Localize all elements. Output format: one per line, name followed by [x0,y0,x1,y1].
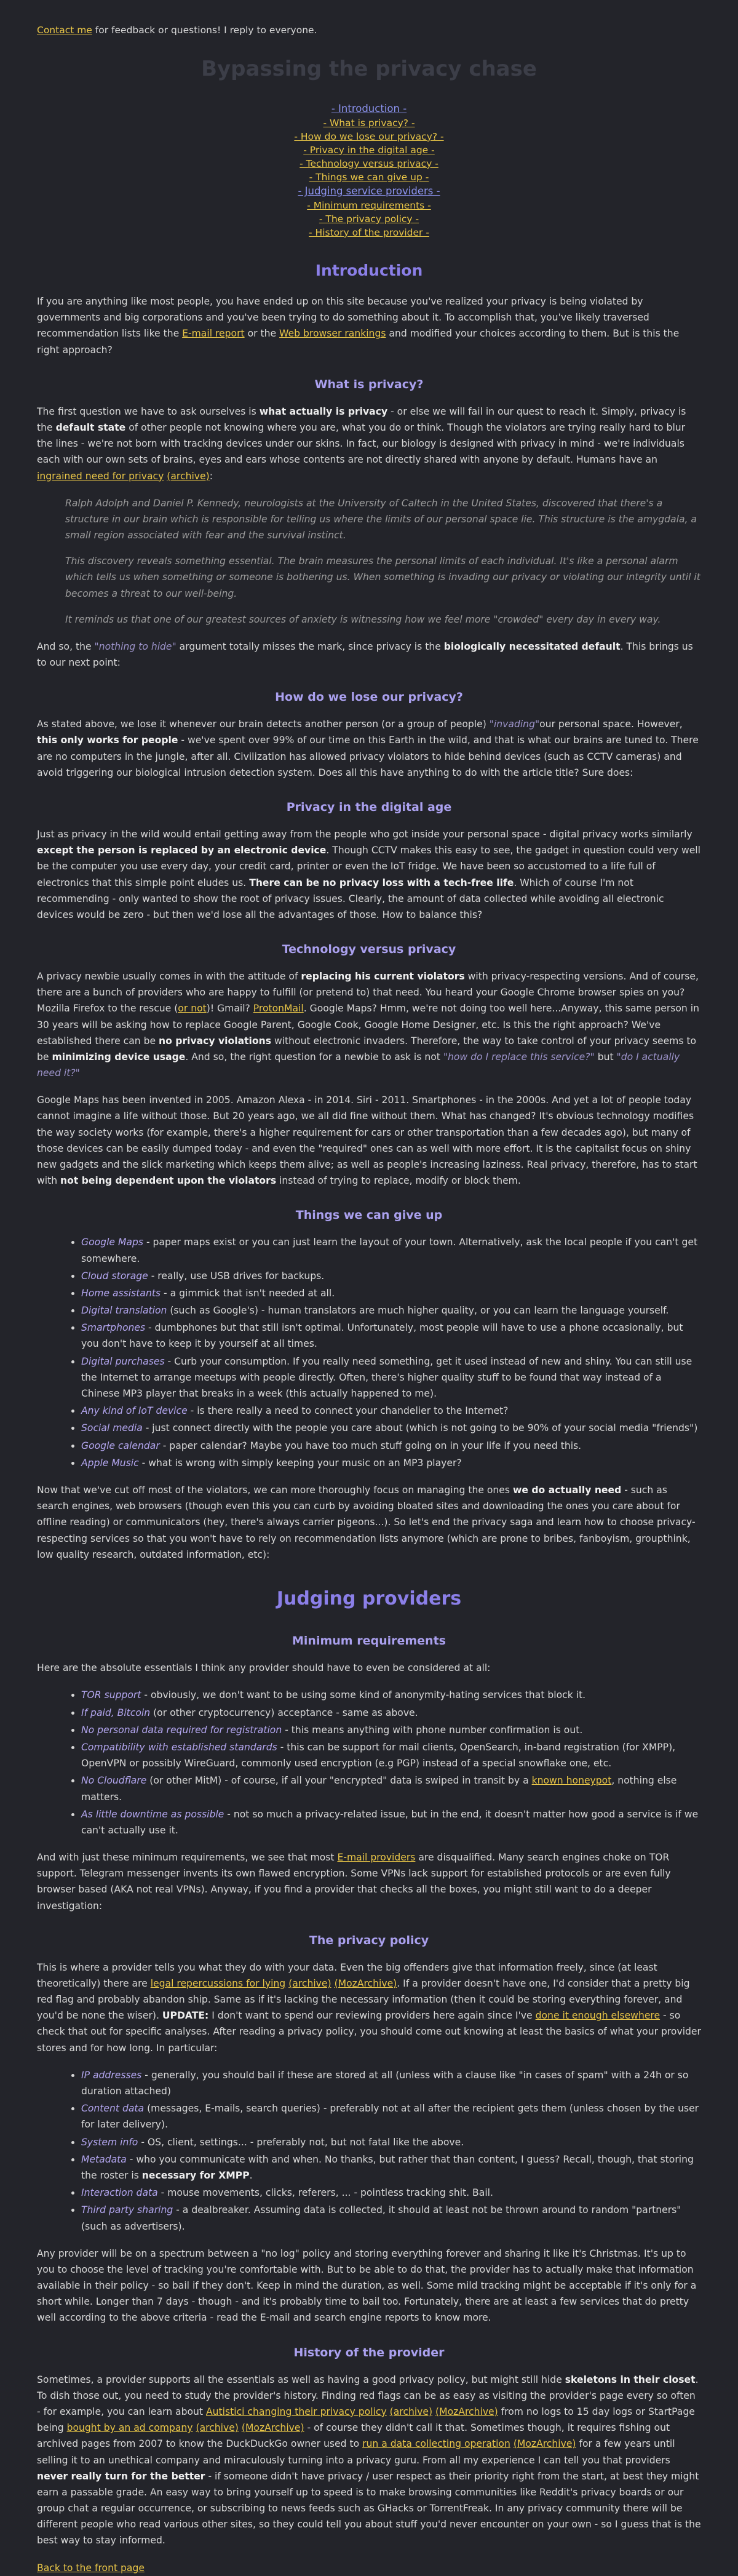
toc-give-up[interactable]: - Things we can give up - [309,172,429,183]
legal-repercussions-link[interactable]: legal repercussions for lying [150,1977,286,1989]
back-to-front-link[interactable]: Back to the front page [37,2562,145,2574]
ad-company-link[interactable]: bought by an ad company [66,2422,193,2434]
tech-paragraph-1: A privacy newbie usually comes in with the attitude of replacing his current violators with privacy-respecting versions. And of course, there are a bunch of providers who are happy to fulfill (or pretend to) that need. You heard your Google Chrome browser spies on you? Mozilla Firefox to the rescue (or not)! Gmail? ProtonMail. Google Maps? Hmm, we're not doing too well here...Anyway, this same person in 30 years will be asking how to replace Google Parent, Google Cook, Google Home Designer, etc. Is this the right approach? We've established there can be no privacy violations without electronic invaders. Therefore, the way to take control of your privacy seems to be minimizing device usage. And so, the right question for a newbie to ask is not "how do I replace this service?" but "do I actually need it?" [37,970,699,1079]
heading-history: History of the provider [293,2345,445,2359]
lose-paragraph: As stated above, we lose it whenever our brain detects another person (or a group of people) "invading"our personal space. However, this only works for people - we've spent over 99% of our time on this Earth in the wild, and that is what our brains are tuned to. There are no computers in the jungle, after all. Civilization has allowed privacy violators to hide behind devices (such as CCTV cameras) and avoid triggering our biological intrusion detection system. Does all this have anything to do with the article title? Sure does: [37,719,699,778]
policy-paragraph-2: Any provider will be on a spectrum between a "no log" policy and storing everything forever and sharing it like it's Christmas. It's up to you to choose the level of tracking you're comfortable with. But to be able to do that, the provider has to actually make that information available in their policy - so bail if they don't. Keep in mind the duration, as well. Some mild tracking might be acceptable if it's only for a short while. Longer than 7 days - though - and it's probably time to bail too. Fortunately, there are at least a few services that do pretty well according to the above criteria - read the E-mail and search engine reports to know more. [37,2247,697,2324]
list-item: • System info - OS, client, settings... - preferably not, but not fatal like the above. [81,2134,701,2150]
done-enough-link[interactable]: done it enough elsewhere [535,2010,661,2022]
list-item: • Interaction data - mouse movements, clicks, referers, ... - pointless tracking shit. Bail. [81,2185,701,2201]
toc-what-is-privacy[interactable]: - What is privacy? - [323,117,415,129]
heading-how-lose: How do we lose our privacy? [275,690,463,704]
contact-line: Contact me for feedback or questions! I reply to everyone. [37,25,317,36]
heading-judging: Judging providers [276,1587,462,1609]
policy-paragraph-1: This is where a provider tells you what they do with your data. Even the big offenders give that information freely, since (at least theoretically) there are legal repercussions for lying (archive) (MozArchive). If a provider doesn't have one, I'd consider that a pretty big red flag and probably abandon ship. Same as if it's lacking the necessary information (then it could be storing everything forever, and you'd be none the wiser). UPDATE: I don't want to spend our reviewing providers here again since I've done it enough elsewhere - so check that out for specific analyses. After reading a privacy policy, you should come out knowing at least the basics of what your provider stores and for how long. In particular: [37,1961,701,2054]
minimum-paragraph: And with just these minimum requirements, we see that most E-mail providers are disqualified. Many search engines choke on TOR support. Telegram messenger invents its own flawed encryption. Some VPNs lack support for established protocols or are even fully browser based (AKA not real VPNs). Anyway, if you find a provider that checks all the boxes, you might still want to do a deeper investigation: [37,1852,671,1912]
table-of-contents [37,102,701,239]
minimum-list [37,1687,701,1838]
history-paragraph: Sometimes, a provider supports all the essentials as well as having a good privacy policy, but might still hide skeletons in their closet. To dish those out, you need to study the provider's history. Finding red flags can be as easy as visiting the provider's page every so often - for example, you can learn about Autistici changing their privacy policy (archive) (MozArchive) from no logs to 15 day logs or StartPage being bought by an ad company (archive) (MozArchive) - of course they didn't call it that. Sometimes though, it requires fishing out archived pages from 2007 to know the DuckDuckGo owner used to run a data collecting operation (MozArchive) for a few years until selling it to an unethical company and miraculously turning into a privacy guru. From all my experience I can tell you that providers never really turn for the better - if someone didn't have privacy / user respect as their priority right from the start, at best they might earn a passable grade. An easy way to bring yourself up to speed is to make browsing communities like Reddit's privacy boards or our group chat a regular occurrence, or subscribing to news feeds such as GHacks or TorrentFreak. In any privacy community there will be different people who read various other sites, so they could tell you about stuff you'd never encounter on your own - so I guess that is the best way to stay informed. [37,2374,701,2546]
toc-history[interactable]: - History of the provider - [309,226,429,238]
data-collecting-link[interactable]: run a data collecting operation [362,2438,510,2450]
list-item: • Any kind of IoT device - is there really a need to connect your chandelier to the Internet? [81,1403,701,1419]
archive-link[interactable]: (archive) [167,470,210,482]
quote-1: Ralph Adolph and Daniel P. Kennedy, neurologists at the University of Caltech in the United States, discovered that there's a structure in our brain which is responsible for telling us where the limits of our personal space lie. This structure is the amygdala, a small region associated with fear and the survival instinct. [65,497,697,541]
list-item: • Third party sharing - a dealbreaker. Assuming data is collected, it should at least not be thrown around to random "partners" (such as advertisers). [81,2202,701,2234]
list-item: • Compatibility with established standards - this can be support for mail clients, OpenSearch, in-band registration (for XMPP), OpenVPN or possibly WireGuard, commonly used encryption (e.g PGP) instead of a special snowflake one, etc. [81,1739,701,1771]
list-item: • IP addresses - generally, you should bail if these are stored at all (unless with a clause like "in cases of spam" with a 24h or so duration attached) [81,2067,701,2099]
autistici-link[interactable]: Autistici changing their privacy policy [206,2406,387,2417]
browser-rankings-link[interactable]: Web browser rankings [279,328,386,340]
digital-paragraph: Just as privacy in the wild would entail getting away from the people who got inside your personal space - digital privacy works similarly except the person is replaced by an electronic device. Though CCTV makes this easy to see, the gadget in question could very well be the computer you use every day, your credit card, printer or even the IoT fridge. We have been so accustomed to a life full of electronics that this simple point eludes us. There can be no privacy loss with a tech-free life. Which of course I'm not recommending - only wanted to show the root of privacy issues. Clearly, the amount of data collected while avoiding all electronic devices would be zero - but then we'd lose all the advantages of those. How to balance this? [37,828,700,920]
give-paragraph: Now that we've cut off most of the violators, we can more thoroughly focus on managing the ones we do actually need - such as search engines, web browsers (though even this you can curb by avoiding bloated sites and downloading the ones you care about for offline reading) or communicators (hey, there's always carrier pigeons...). So let's end the privacy saga and learn how to choose privacy-respecting services so that you won't have to rely on recommendation lists anymore (which are prone to bribes, fanboyism, groupthink, low quality research, outdated information, etc): [37,1484,696,1560]
quote-3: It reminds us that one of our greatest sources of anxiety is witnessing how we feel more "crowded" every day in every way. [65,613,661,625]
heading-minimum: Minimum requirements [292,1634,446,1648]
ingrained-need-link[interactable]: ingrained need for privacy [37,470,164,482]
policy-list [37,2067,701,2235]
list-item: • Apple Music - what is wrong with simply keeping your music on an MP3 player? [81,1455,701,1471]
mozarchive-link[interactable]: (MozArchive) [241,2422,304,2434]
email-report-link[interactable]: E-mail report [182,328,245,340]
list-item: • As little downtime as possible - not so much a privacy-related issue, but in the end, it doesn't matter how good a service is if we can't actually use it. [81,1806,701,1838]
heading-digital-age: Privacy in the digital age [286,800,452,815]
list-item: • Home assistants - a gimmick that isn't needed at all. [81,1285,701,1301]
what-paragraph-1: The first question we have to ask ourselves is what actually is privacy - or else we will fail in our quest to reach it. Simply, privacy is the default state of other people not knowing where you are, what you do or think. Though the violators are trying really hard to blur the lines - we're not born with tracking devices under our skins. In fact, our biology is designed with privacy in mind - we're individuals each with our own sets of brains, eyes and ears whose contents are not directly shared with anyone by default. Humans have an ingrained need for privacy (archive): [37,405,686,482]
contact-link[interactable]: Contact me [37,25,92,36]
quote-block [65,495,701,628]
known-honeypot-link[interactable]: known honeypot [531,1775,612,1787]
list-item: • Metadata - who you communicate with and when. No thanks, but rather that than content, I guess? Recall, though, that storing the roster is necessary for XMPP. [81,2151,701,2183]
email-providers-link[interactable]: E-mail providers [337,1852,416,1864]
heading-policy: The privacy policy [309,1933,429,1947]
minimum-intro: Here are the absolute essentials I think any provider should have to even be considered at all: [37,1662,491,1674]
list-item: • Content data (messages, E-mails, search queries) - preferably not at all after the recipient gets them (unless chosen by the user for later delivery). [81,2100,701,2132]
heading-what-is-privacy: What is privacy? [314,377,424,391]
mozarchive-link[interactable]: (MozArchive) [435,2406,498,2417]
list-item: • TOR support - obviously, we don't want to be using some kind of anonymity-hating services that block it. [81,1687,701,1703]
heading-tech-vs-privacy: Technology versus privacy [282,943,456,957]
toc-digital-age[interactable]: - Privacy in the digital age - [303,144,435,156]
toc-judging[interactable]: - Judging service providers - [298,185,440,197]
list-item: • Google calendar - paper calendar? Maybe you have too much stuff going on in your life if you need this. [81,1438,701,1454]
list-item: • Smartphones - dumbphones but that still isn't optimal. Unfortunately, most people will have to use a phone occasionally, but you don't have to keep it by yourself at all times. [81,1320,701,1352]
quote-2: This discovery reveals something essential. The brain measures the personal limits of each individual. It's like a personal alarm which tells us when something or someone is bothering us. When something is invading our privacy or violating our integrity until it becomes a threat to our well-being. [65,556,700,599]
list-item: • No Cloudflare (or other MitM) - of course, if all your "encrypted" data is swiped in transit by a known honeypot, nothing else matters. [81,1772,701,1804]
toc-introduction[interactable]: - Introduction - [331,103,407,115]
list-item: • Google Maps - paper maps exist or you can just learn the layout of your town. Alternatively, ask the local people if you can't get somewhere. [81,1234,701,1266]
list-item: • Social media - just connect directly with the people you care about (which is not going to be 90% of your social media "friends") [81,1420,701,1436]
heading-give-up: Things we can give up [295,1208,443,1222]
archive-link[interactable]: (archive) [389,2406,433,2417]
protonmail-link[interactable]: ProtonMail [253,1003,304,1015]
toc-tech-vs-privacy[interactable]: - Technology versus privacy - [300,158,438,169]
archive-link[interactable]: (archive) [196,2422,239,2434]
list-item: • No personal data required for registration - this means anything with phone number confirmation is out. [81,1722,701,1738]
mozarchive-link[interactable]: (MozArchive) [513,2438,576,2450]
mozarchive-link[interactable]: (MozArchive) [334,1977,397,1989]
intro-paragraph: If you are anything like most people, you have ended up on this site because you've realized your privacy is being violated by governments and big corporations and you've been trying to do something about it. To accomplish that, you've likely traversed recommendation lists like the E-mail report or the Web browser rankings and modified your choices according to them. But is this the right approach? [37,296,680,356]
page-title: Bypassing the privacy chase [201,57,537,82]
list-item: • Cloud storage - really, use USB drives for backups. [81,1268,701,1284]
list-item: • If paid, Bitcoin (or other cryptocurrency) acceptance - same as above. [81,1705,701,1721]
list-item: • Digital translation (such as Google's) - human translators are much higher quality, or you can learn the language yourself. [81,1302,701,1318]
toc-minimum[interactable]: - Minimum requirements - [307,199,431,211]
heading-introduction: Introduction [315,261,423,280]
page [37,0,701,2576]
what-paragraph-2: And so, the "nothing to hide" argument totally misses the mark, since privacy is the biologically necessitated default. This brings us to our next point: [37,641,693,669]
toc-how-lose[interactable]: - How do we lose our privacy? - [294,130,444,142]
list-item: • Digital purchases - Curb your consumption. If you really need something, get it used instead of new and shiny. You can still use the Internet to arrange meetups with people directly. Often, there's higher quality stuff to be found that way instead of a Chinese MP3 player that breaks in a week (this actually happened to me). [81,1354,701,1402]
give-up-list [37,1234,701,1471]
tech-paragraph-2: Google Maps has been invented in 2005. Amazon Alexa - in 2014. Siri - 2011. Smartphones - in the 2000s. And yet a lot of people today cannot imagine a life without those. But 20 years ago, we all did fine without them. What has changed? It's obvious technology modifies the way society works (for example, there's a higher requirement for cars or other transportation than a few decades ago), but many of those devices can be easily dumped today - and even the "required" ones can as well with more effort. It is the capitalist focus on shiny new gadgets and the slick marketing which keeps them alive; as well as people's increasing laziness. Real privacy, therefore, has to start with not being dependent upon the violators instead of trying to replace, modify or block them. [37,1095,697,1187]
or-not-link[interactable]: or not [178,1003,207,1015]
toc-policy[interactable]: - The privacy policy - [319,213,419,225]
archive-link[interactable]: (archive) [288,1977,331,1989]
